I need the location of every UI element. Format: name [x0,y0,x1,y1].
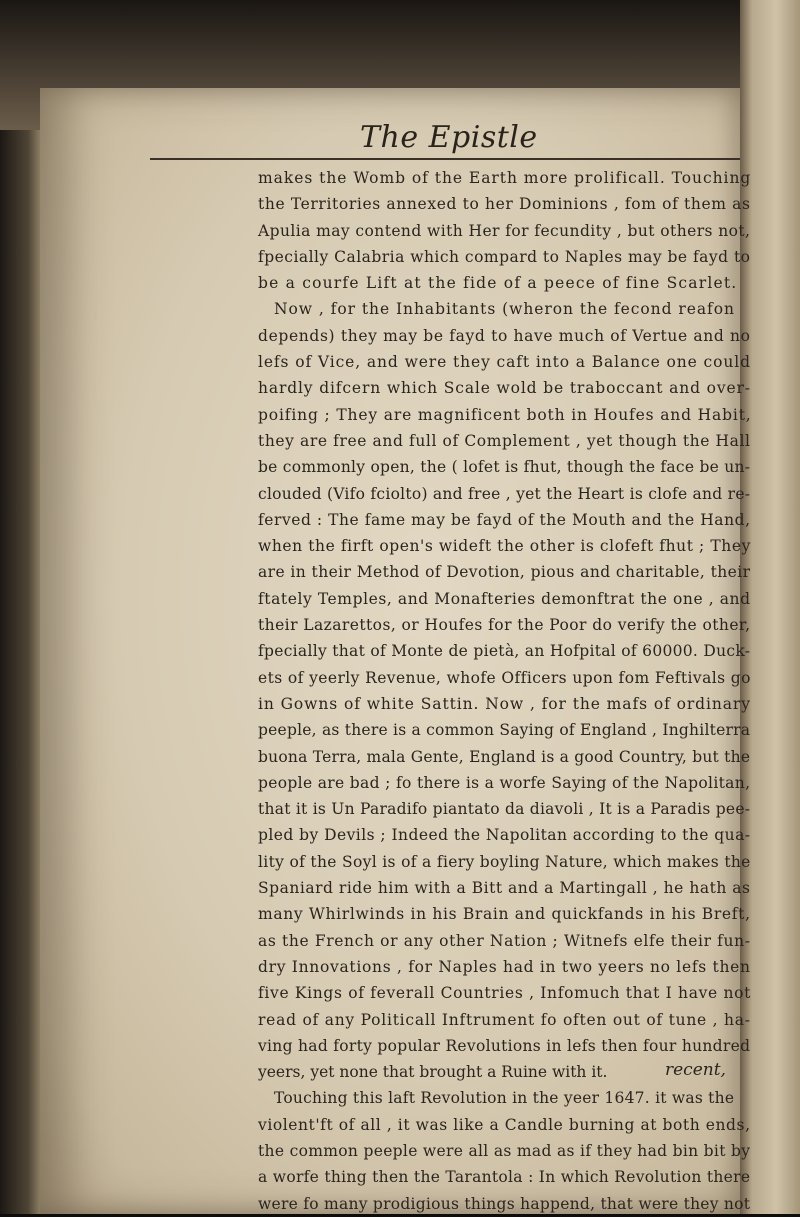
text-line: pled by Devils ; Indeed the Napolitan according to the qua- [258,826,751,845]
text-line: many Whirlwinds in his Brain and quickfands in his Breft, [258,905,751,924]
text-line: ftately Temples, and Monafteries demonftrat the one , and [258,589,751,608]
text-line: in Gowns of white Sattin. Now , for the mafs of ordinary [258,694,751,713]
header-rule [150,158,740,160]
text-line: depends) they may be fayd to have much of Vertue and no [258,326,751,345]
text-line: hardly difcern which Scale wold be traboccant and over- [258,379,751,398]
text-line: Touching this laft Revolution in the yeer 1647. it was the [274,1089,735,1108]
text-line: are in their Method of Devotion, pious and charitable, their [258,563,751,582]
text-line: lefs of Vice, and were they caft into a Balance one could [258,353,751,372]
text-line: as the French or any other Nation ; Witnefs elfe their fun- [258,931,751,950]
text-line: clouded (Vifo fciolto) and free , yet the Heart is clofe and re- [258,484,751,503]
text-line: ferved : The fame may be fayd of the Mouth and the Hand, [258,510,751,529]
text-line: Spaniard ride him with a Bitt and a Martingall , he hath as [258,879,751,898]
text-line: a worfe thing then the Tarantola : In which Revolution there [258,1168,751,1187]
text-line: ets of yeerly Revenue, whofe Officers upon fom Feftivals go [258,668,751,687]
text-line: Now , for the Inhabitants (wheron the fecond reafon [274,300,735,319]
text-line: peeple, as there is a common Saying of England , Inghilterra [258,721,751,740]
text-line: the common peeple were all as mad as if they had bin bit by [258,1141,751,1160]
text-line: Apulia may contend with Her for fecundity , but others not, [258,221,751,240]
text-line: when the firft open's wideft the other is clofeft fhut ; They [258,537,751,556]
catchword: recent, [665,1060,726,1080]
text-line: fpecially that of Monte de pietà, an Hofpital of 60000. Duck- [258,642,751,661]
text-line: the Territories annexed to her Dominions , fom of them as [258,195,751,214]
text-line: dry Innovations , for Naples had in two yeers no lefs then [258,957,751,976]
text-line: that it is Un Paradifo piantato da diavoli , It is a Paradis pee- [258,800,751,819]
text-line: lity of the Soyl is of a fiery boyling Nature, which makes the [258,852,751,871]
text-line: buona Terra, mala Gente, England is a good Country, but the [258,747,751,766]
text-line: makes the Womb of the Earth more prolificall. Touching [258,169,752,187]
text-line: people are bad ; fo there is a worfe Saying of the Napolitan, [258,773,751,792]
text-line: fpecially Calabria which compard to Naples may be fayd to [258,247,751,266]
text-line: yeers, yet none that brought a Ruine with it. [258,1063,608,1082]
text-line: five Kings of feverall Countries , Infomuch that I have not [258,984,752,1003]
text-line: be a courfe Lift at the fide of a peece of fine Scarlet. [258,274,738,293]
text-line: be commonly open, the ( lofet is fhut, though the face be un- [258,458,751,477]
text-line: poifing ; They are magnificent both in Houfes and Habit, [258,405,752,424]
text-line: were fo many prodigious things happend, that were they not [258,1194,751,1213]
text-line: they are free and full of Complement , yet though the Hall [258,431,751,450]
text-line: violent'ft of all , it was like a Candle burning at both ends, [258,1115,751,1134]
text-line: their Lazarettos, or Houfes for the Poor do verify the other, [258,616,751,635]
text-line: read of any Politicall Inftrument fo often out of tune , ha- [258,1010,751,1029]
running-head: The Epistle [360,120,538,155]
scan-left-edge [0,130,40,1214]
text-line: ving had forty popular Revolutions in lefs then four hundred [258,1036,751,1055]
